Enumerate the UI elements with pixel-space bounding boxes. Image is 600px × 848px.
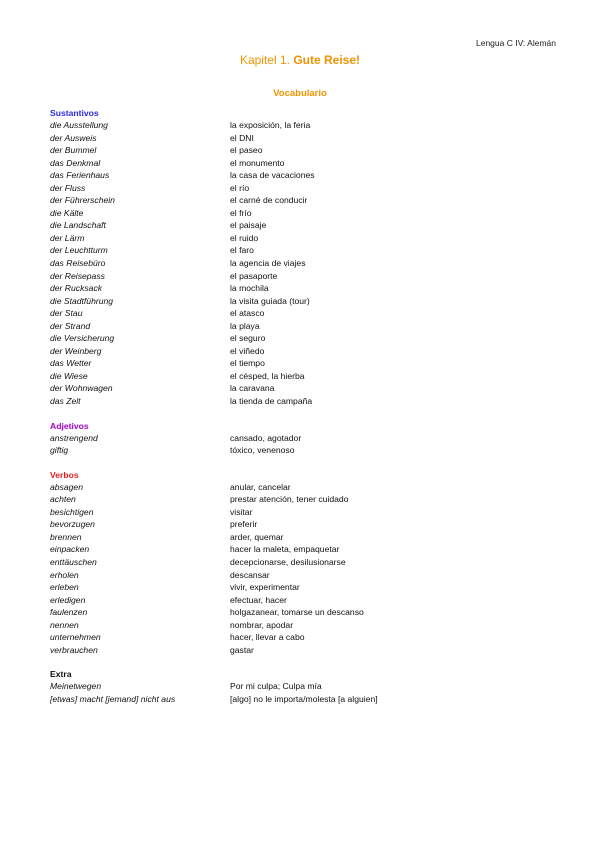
vocab-row	[50, 345, 550, 358]
vocab-row	[50, 232, 550, 245]
vocab-row	[50, 157, 550, 170]
german-term: enttäuschen	[50, 556, 97, 567]
vocab-row	[50, 357, 550, 370]
spanish-translation: la mochila	[230, 283, 269, 294]
spanish-translation: nombrar, apodar	[230, 619, 294, 630]
vocab-row	[50, 581, 550, 594]
vocab-row	[50, 631, 550, 644]
spanish-translation: cansado, agotador	[230, 432, 302, 443]
german-term: der Strand	[50, 320, 91, 331]
german-term: [etwas] macht [jemand] nicht aus	[50, 693, 176, 704]
vocab-row	[50, 144, 550, 157]
spanish-translation: el carné de conducir	[230, 195, 308, 206]
german-term: bevorzugen	[50, 519, 95, 530]
vocab-row	[50, 594, 550, 607]
spanish-translation: arder, quemar	[230, 531, 284, 542]
german-term: der Führerschein	[50, 195, 115, 206]
spanish-translation: efectuar, hacer	[230, 594, 287, 605]
spanish-translation: el atasco	[230, 308, 265, 319]
vocab-row	[50, 207, 550, 220]
german-term: unternehmen	[50, 632, 101, 643]
vocab-row	[50, 132, 550, 145]
german-term: das Reisebüro	[50, 258, 106, 269]
german-term: nennen	[50, 619, 79, 630]
spanish-translation: la agencia de viajes	[230, 258, 306, 269]
page-subtitle: Vocabulario	[273, 88, 327, 99]
german-term: das Zelt	[50, 396, 81, 407]
german-term: der Lärm	[50, 232, 85, 243]
section-title: Adjetivos	[50, 420, 89, 431]
german-term: faulenzen	[50, 607, 88, 618]
section-title: Verbos	[50, 469, 79, 480]
vocab-row	[50, 332, 550, 345]
spanish-translation: decepcionarse, desilusionarse	[230, 556, 346, 567]
german-term: die Versicherung	[50, 333, 115, 344]
spanish-translation: la caravana	[230, 383, 275, 394]
vocab-row	[50, 194, 550, 207]
vocab-row	[50, 244, 550, 257]
spanish-translation: la casa de vacaciones	[230, 170, 315, 181]
german-term: der Fluss	[50, 182, 86, 193]
spanish-translation: el césped, la hierba	[230, 370, 305, 381]
vocab-row	[50, 219, 550, 232]
german-term: der Stau	[50, 308, 83, 319]
vocab-row	[50, 270, 550, 283]
german-term: das Wetter	[50, 358, 92, 369]
vocab-row	[50, 307, 550, 320]
german-term: einpacken	[50, 544, 90, 555]
spanish-translation: la visita guiada (tour)	[230, 295, 310, 306]
vocab-row	[50, 693, 550, 706]
vocab-row	[50, 644, 550, 657]
spanish-translation: tóxico, venenoso	[230, 445, 295, 456]
german-term: brennen	[50, 531, 82, 542]
spanish-translation: anular, cancelar	[230, 481, 291, 492]
german-term: die Wiese	[50, 370, 88, 381]
spanish-translation: el faro	[230, 245, 254, 256]
german-term: achten	[50, 494, 76, 505]
german-term: die Kälte	[50, 207, 84, 218]
spanish-translation: hacer, llevar a cabo	[230, 632, 305, 643]
title-prefix: Kapitel 1.	[239, 53, 290, 67]
vocabulary-list	[50, 108, 550, 718]
spanish-translation: gastar	[230, 644, 254, 655]
german-term: das Ferienhaus	[50, 170, 110, 181]
spanish-translation: la playa	[230, 320, 260, 331]
spanish-translation: holgazanear, tomarse un descanso	[230, 607, 364, 618]
vocab-row	[50, 282, 550, 295]
spanish-translation: el viñedo	[230, 345, 265, 356]
german-term: Meinetwegen	[50, 681, 102, 692]
vocab-row	[50, 320, 550, 333]
german-term: der Rucksack	[50, 283, 103, 294]
spanish-translation: [algo] no le importa/molesta [a alguien]	[230, 693, 378, 704]
german-term: die Landschaft	[50, 220, 106, 231]
section-adjetivos	[50, 421, 550, 457]
vocab-row	[50, 680, 550, 693]
vocab-row	[50, 506, 550, 519]
course-label: Lengua C IV: Alemán	[475, 38, 556, 48]
section-sustantivos	[50, 108, 550, 408]
spanish-translation: el tiempo	[230, 358, 265, 369]
german-term: anstrengend	[50, 432, 98, 443]
vocab-row	[50, 518, 550, 531]
german-term: giftig	[50, 445, 69, 456]
german-term: der Wohnwagen	[50, 383, 113, 394]
vocab-row	[50, 295, 550, 308]
spanish-translation: visitar	[230, 506, 253, 517]
vocab-row	[50, 619, 550, 632]
vocab-row	[50, 169, 550, 182]
german-term: erleben	[50, 582, 79, 593]
spanish-translation: la tienda de campaña	[230, 396, 313, 407]
spanish-translation: hacer la maleta, empaquetar	[230, 544, 340, 555]
vocab-row	[50, 382, 550, 395]
german-term: der Leuchtturm	[50, 245, 108, 256]
vocab-row	[50, 569, 550, 582]
spanish-translation: vivir, experimentar	[230, 582, 300, 593]
vocab-row	[50, 432, 550, 445]
vocab-row	[50, 444, 550, 457]
spanish-translation: el frío	[230, 207, 252, 218]
vocab-row	[50, 257, 550, 270]
german-term: verbrauchen	[50, 644, 98, 655]
spanish-translation: el DNI	[230, 132, 254, 143]
page-title	[0, 53, 600, 67]
vocab-row	[50, 543, 550, 556]
spanish-translation: Por mi culpa; Culpa mía	[230, 681, 322, 692]
title-bold: Gute Reise!	[293, 53, 361, 67]
vocab-row	[50, 493, 550, 506]
german-term: absagen	[50, 481, 83, 492]
spanish-translation: el seguro	[230, 333, 266, 344]
vocab-row	[50, 606, 550, 619]
section-title: Sustantivos	[50, 108, 99, 118]
vocab-row	[50, 481, 550, 494]
section-verbos	[50, 470, 550, 657]
german-term: der Bummel	[50, 145, 97, 156]
spanish-translation: descansar	[230, 569, 270, 580]
section-title: Extra	[50, 669, 72, 680]
german-term: erholen	[50, 569, 79, 580]
spanish-translation: el paseo	[230, 145, 263, 156]
german-term: der Reisepass	[50, 270, 105, 281]
spanish-translation: el monumento	[230, 157, 285, 168]
vocab-row	[50, 182, 550, 195]
spanish-translation: el paisaje	[230, 220, 267, 231]
german-term: das Denkmal	[50, 157, 101, 168]
spanish-translation: prestar atención, tener cuidado	[230, 494, 349, 505]
german-term: der Ausweis	[50, 132, 97, 143]
spanish-translation: la exposición, la feria	[230, 120, 311, 130]
vocab-row	[50, 531, 550, 544]
spanish-translation: preferir	[230, 519, 258, 530]
section-extra	[50, 669, 550, 705]
vocab-row	[50, 370, 550, 383]
german-term: die Stadtführung	[50, 295, 114, 306]
vocab-row	[50, 119, 550, 132]
spanish-translation: el pasaporte	[230, 270, 278, 281]
spanish-translation: el ruido	[230, 232, 259, 243]
vocab-row	[50, 556, 550, 569]
german-term: die Ausstellung	[50, 120, 108, 130]
german-term: erledigen	[50, 594, 86, 605]
vocab-row	[50, 395, 550, 408]
german-term: besichtigen	[50, 506, 94, 517]
german-term: der Weinberg	[50, 345, 102, 356]
spanish-translation: el río	[230, 182, 250, 193]
